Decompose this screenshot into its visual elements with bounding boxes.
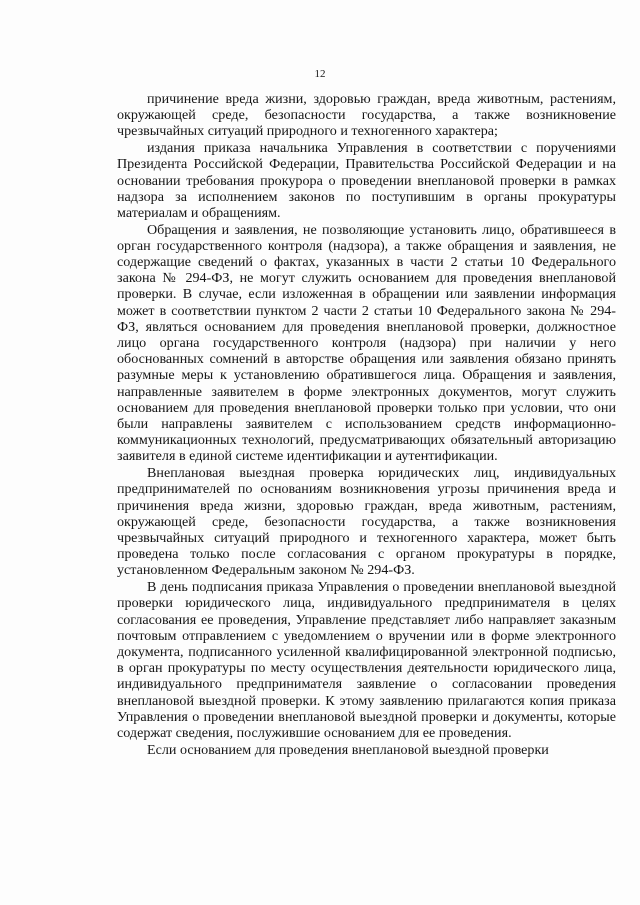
paragraph-last-line: Если основанием для проведения внеплановой выездной проверки [147, 741, 549, 758]
paragraph-anonymous-requests: Обращения и заявления, не позволяющие установить лицо, обратившееся в орган государственного контроля (надзора), а также обращения и заявления, не содержащие сведений о фактах, указанных в части 2 статьи 10 Федерального закона № 294-ФЗ, не могут служить основанием для проведения внеплановой проверки. В случае, если изложенная в обращении или заявлении информация может в соответствии пунктом 2 части 2 статьи 10 Федерального закона № 294-ФЗ, являться основанием для проведения внеплановой проверки, должностное лицо органа государственного контроля (надзора) при наличии у него обоснованных сомнений в авторстве обращения или заявления обязано принять разумные меры к установлению обратившегося лица. Обращения и заявления, направленные заявителем в форме электронных документов, могут служить основанием для проведения внеплановой проверки только при условии, что они были направлены заявителем с использованием средств информационно-коммуникационных технологий, предусматривающих обязательный авторизацию заявителя в единой системе идентификации и аутентификации. [117, 221, 616, 465]
paragraph-order-issuance: издания приказа начальника Управления в соответствии с поручениями Президента Российской Федерации, Правительства Российской Федерации и на основании требования прокурора о проведении внеплановой проверки в рамках надзора за исполнением законов по поступившим в органы прокуратуры материалам и обращениям. [117, 140, 616, 221]
page-number: 12 [314, 68, 326, 80]
document-body [117, 91, 616, 758]
paragraph-prosecutor-approval: В день подписания приказа Управления о проведении внеплановой выездной проверки юридического лица, индивидуального предпринимателя в целях согласования ее проведения, Управление представляет либо направляет заказным почтовым отправлением с уведомлением о вручении или в форме электронного документа, подписанного усиленной квалифицированной электронной подписью, в орган прокуратуры по месту осуществления деятельности юридического лица, индивидуального предпринимателя заявление о согласовании проведения внеплановой выездной проверки. К этому заявлению прилагаются копия приказа Управления о проведении внеплановой выездной проверки и документы, которые содержат сведения, послужившие основанием для ее проведения. [117, 579, 616, 741]
paragraph-continuation: причинение вреда жизни, здоровью граждан, вреда животным, растениям, окружающей среде, безопасности государства, а также возникновение чрезвычайных ситуаций природного и техногенного характера; [117, 91, 616, 140]
paragraph-unscheduled-inspection: Внеплановая выездная проверка юридических лиц, индивидуальных предпринимателей по основаниям возникновения угрозы причинения вреда и причинения вреда жизни, здоровью граждан, вреда животным, растениям, окружающей среде, безопасности государства, а также возникновения чрезвычайных ситуаций природного и техногенного характера, может быть проведена только после согласования с органом прокуратуры в порядке, установленном Федеральным законом № 294-ФЗ. [117, 465, 616, 579]
